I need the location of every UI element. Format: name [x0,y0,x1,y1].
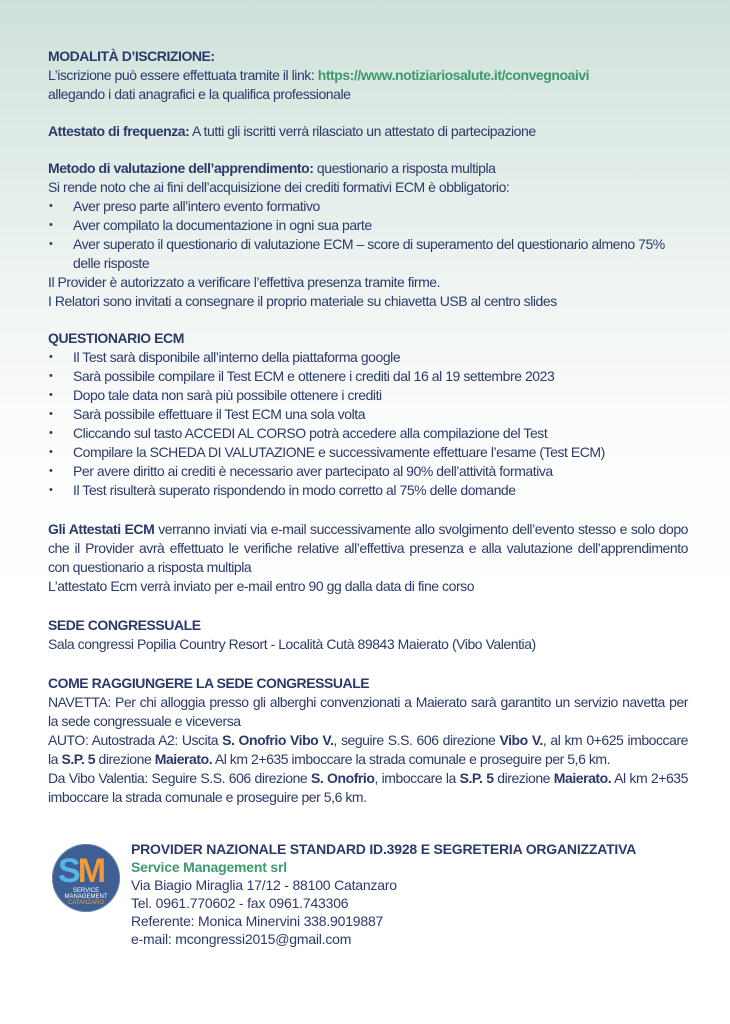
metodo-paragraph: Metodo di valutazione dell’apprendimento: questionario a risposta multipla [48,160,496,176]
metodo-note: I Relatori sono invitati a consegnare il proprio materiale su chiavetta USB al centro slides [48,293,557,309]
metodo-note: Il Provider è autorizzato a verificare l’effettiva presenza tramite firme. [48,274,441,290]
registration-link[interactable]: https://www.notiziariosalute.it/convegnoaivi [317,67,590,83]
email: e-mail: mcongressi2015@gmail.com [131,931,352,947]
list-item: • Aver compilato la documentazione in ogni sua parte [48,216,688,235]
metodo-intro: Si rende noto che ai fini dell’acquisizione dei crediti formativi ECM è obbligatorio: [48,179,510,195]
attestati-ecm-paragraph: Gli Attestati ECM verranno inviati via e-mail successivamente allo svolgimento dell’evento stesso e solo dopo che il Provider avrà effettuato le verifiche relative all’effettiva presenza e alla valutazione dell’apprendimento con questionario a risposta multipla [48,521,688,575]
modalita-text: L’iscrizione può essere effettuata tramite il link: [48,67,318,83]
phone: Tel. 0961.770602 - fax 0961.743306 [131,895,349,911]
provider-title: PROVIDER NAZIONALE STANDARD ID.3928 E SEGRETERIA ORGANIZZATIVA [131,841,637,857]
list-item: • Compilare la SCHEDA DI VALUTAZIONE e successivamente effettuare l’esame (Test ECM) [48,443,688,462]
company-name: Service Management srl [131,859,287,875]
list-item: • Sarà possibile compilare il Test ECM e ottenere i crediti dal 16 al 19 settembre 2023 [48,367,688,386]
service-management-logo: SM SERVICE MANAGEMENT CATANZARO [52,844,120,912]
list-item: • Il Test risulterà superato rispondendo in modo corretto al 75% delle domande [48,481,688,500]
sede-heading: SEDE CONGRESSUALE [48,617,201,633]
document-body [48,47,688,807]
questionario-list [48,348,688,500]
requirements-list [48,197,688,273]
auto-text: AUTO: Autostrada A2: Uscita S. Onofrio Vibo V., seguire S.S. 606 direzione Vibo V., al km 0+625 imboccare la S.P. 5 direzione Maierato. Al km 2+635 imboccare la strada comunale e proseguire per 5,6 km. [48,732,688,767]
vibo-text: Da Vibo Valentia: Seguire S.S. 606 direzione S. Onofrio, imboccare la S.P. 5 direzione Maierato. Al km 2+635 imboccare la strada comunale e proseguire per 5,6 km. [48,770,688,805]
list-item: • Il Test sarà disponibile all’interno della piattaforma google [48,348,688,367]
address: Via Biagio Miraglia 17/12 - 88100 Catanzaro [131,877,397,893]
list-item: • Aver preso parte all’intero evento formativo [48,197,688,216]
attestati-ecm-note: L’attestato Ecm verrà inviato per e-mail entro 90 gg dalla data di fine corso [48,578,475,594]
contact-person: Referente: Monica Minervini 338.9019887 [131,913,384,929]
attestato-paragraph: Attestato di frequenza: A tutti gli iscritti verrà rilasciato un attestato di partecipazione [48,123,536,139]
list-item: • Aver superato il questionario di valutazione ECM – score di superamento del questionario almeno 75% delle risposte [48,235,688,273]
list-item: • Sarà possibile effettuare il Test ECM una sola volta [48,405,688,424]
sede-text: Sala congressi Popilia Country Resort - Località Cutà 89843 Maierato (Vibo Valentia) [48,636,536,652]
questionario-heading: QUESTIONARIO ECM [48,330,184,346]
list-item: • Dopo tale data non sarà più possibile ottenere i crediti [48,386,688,405]
list-item: • Cliccando sul tasto ACCEDI AL CORSO potrà accedere alla compilazione del Test [48,424,688,443]
list-item: • Per avere diritto ai crediti è necessario aver partecipato al 90% dell’attività formativa [48,462,688,481]
modalita-text2: allegando i dati anagrafici e la qualifica professionale [48,86,351,102]
navetta-text: NAVETTA: Per chi alloggia presso gli alberghi convenzionati a Maierato sarà garantito un servizio navetta per la sede congressuale e viceversa [48,694,688,729]
come-heading: COME RAGGIUNGERE LA SEDE CONGRESSUALE [48,675,370,691]
modalita-heading: MODALITÀ D’ISCRIZIONE: [48,48,215,64]
